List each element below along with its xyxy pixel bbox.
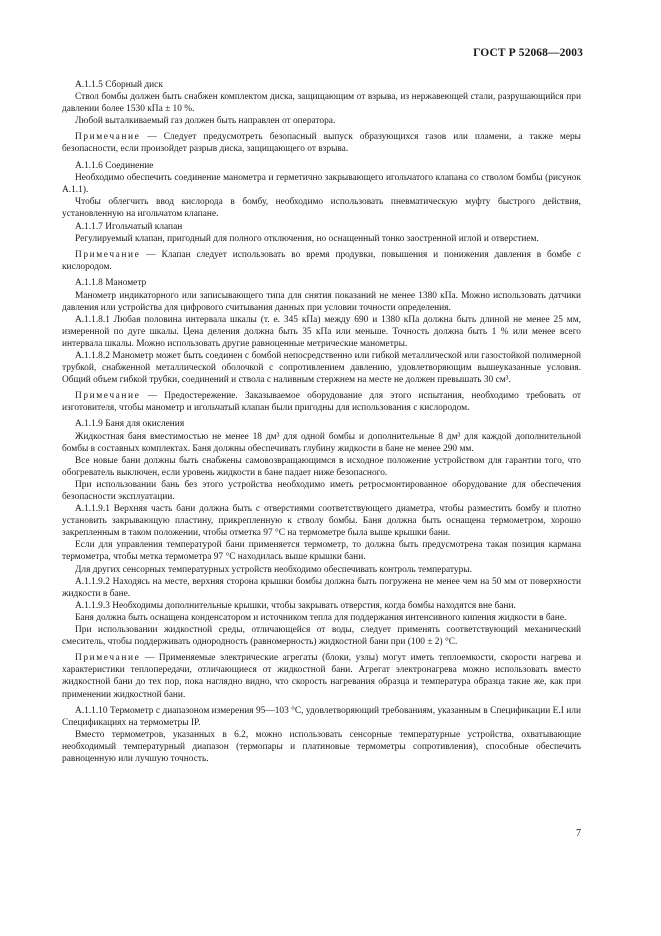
document-id-header: ГОСТ Р 52068—2003 xyxy=(473,47,583,59)
note-label: Примечание xyxy=(75,132,141,143)
body-paragraph: Если для управления температурой бани применяется термометр, то должна быть предусмотрена такая позиция кармана термометра, чтобы метка термометра 97 °С находилась выше крышки бани. xyxy=(62,540,581,563)
body-paragraph: Регулируемый клапан, пригодный для полного отключения, но оснащенный тонко заостренной иглой и отверстием. xyxy=(75,234,539,245)
section-heading: А.1.1.6 Соединение xyxy=(75,160,154,171)
body-paragraph: А.1.1.8.1 Любая половина интервала шкалы (т. е. 345 кПа) между 690 и 1380 кПа должна быть длиной не менее 25 мм, измеренной по дуге шкалы. Цена деления должна быть 35 кПа или меньше. Точность должна быть 1 % или менее всего интервала шкалы. Можно использовать другие равноценные метрические манометры. xyxy=(62,314,581,349)
page-content xyxy=(62,78,581,765)
body-paragraph: А.1.1.9.3 Необходимы дополнительные крышки, чтобы закрывать отверстия, когда бомбы находятся вне бани. xyxy=(75,600,516,611)
section-heading: А.1.1.7 Игольчатый клапан xyxy=(75,222,183,233)
note-paragraph xyxy=(62,652,581,700)
body-paragraph: А.1.1.9.2 Находясь на месте, верхняя сторона крышки бомбы должна быть погружена не менее чем на 50 мм от поверхности жидкости в бане. xyxy=(62,576,581,599)
note-paragraph xyxy=(62,390,581,414)
note-text: — Применяемые электрические агрегаты (блоки, узлы) могут иметь теплоемкости, скорости нагрева и характеристики теплопередачи, отличающиеся от жидкостной бани. Агрегат электронагрева можно использовать вместо жидкостной бани до тех пор, пока наглядно видно, что скорость нагревания образца и температура образца такие же, как при применении жидкостной бани. xyxy=(62,653,581,700)
body-paragraph: При использовании жидкостной среды, отличающейся от воды, следует применять соответствующий механический смеситель, чтобы поддерживать однородность (равномерность) жидкостной бани при (100 ± 2) °С. xyxy=(62,625,581,648)
section-heading: А.1.1.9 Баня для окисления xyxy=(75,419,185,430)
body-paragraph: А.1.1.8.2 Манометр может быть соединен с бомбой непосредственно или гибкой металлической или газостойкой полимерной трубкой, снабженной металлической оболочкой с сопротивлением давлению, удовлетворяющим вышеуказанные условия. Общий объем гибкой трубки, соединений и ствола с наливным стержнем на месте не должен превышать 30 см³. xyxy=(62,350,581,386)
body-paragraph: А.1.1.9.1 Верхняя часть бани должна быть с отверстиями соответствующего диаметра, чтобы разместить бомбу и плотно установить закрывающую пластину, прикрепленную к стволу бомбы. Баня должна быть оснащена термометром, хорошо закрепленным в таком положении, чтобы отметка 97 °С на термометре была выше крышки бани. xyxy=(62,504,581,539)
body-paragraph: Необходимо обеспечить соединение манометра и герметично закрывающего игольчатого клапана со стволом бомбы (рисунок А.1.1). xyxy=(62,172,581,195)
body-paragraph: При использовании бань без этого устройства необходимо иметь ретросмонтированное оборудование для обеспечения безопасности эксплуатации. xyxy=(62,479,581,502)
note-label: Примечание xyxy=(75,653,141,664)
body-paragraph: Для других сенсорных температурных устройств необходимо обеспечивать контроль температуры. xyxy=(75,564,472,575)
body-paragraph: Жидкостная баня вместимостью не менее 18 дм³ для одной бомбы и дополнительные 8 дм³ для каждой дополнительной бомбы в составных комплектах. Баня должны обеспечивать глубину жидкости в бане не менее 290 мм. xyxy=(62,431,581,454)
note-paragraph xyxy=(62,249,581,273)
note-text: — Клапан следует использовать во время продувки, повышения и понижения давления в бомбе с кислородом. xyxy=(62,250,581,273)
body-paragraph: А.1.1.10 Термометр с диапазоном измерения 95—103 °С, удовлетворяющий требованиям, указанным в Спецификации Е.I или Спецификациях на термометры IP. xyxy=(62,705,581,728)
section-heading: А.1.1.8 Манометр xyxy=(75,278,147,289)
note-paragraph xyxy=(62,131,581,155)
body-paragraph: Чтобы облегчить ввод кислорода в бомбу, необходимо использовать пневматическую муфту быстрого действия, установленную на игольчатом клапане. xyxy=(62,196,581,219)
note-text: — Предостережение. Заказываемое оборудование для этого испытания, необходимо требовать от изготовителя, чтобы манометр и игольчатый клапан были пригодны для использования с кислородом. xyxy=(62,391,581,414)
body-paragraph: Все новые бани должны быть снабжены самовозвращающимся в исходное положение устройством для гарантии того, что обогреватель выключен, если уровень жидкости в бане падает ниже безопасного. xyxy=(62,455,581,478)
body-paragraph: Баня должна быть оснащена конденсатором и источником тепла для поддержания интенсивного кипения жидкости в бане. xyxy=(75,612,567,623)
page-number: 7 xyxy=(576,828,581,839)
note-label: Примечание xyxy=(75,391,141,402)
body-paragraph: Ствол бомбы должен быть снабжен комплектом диска, защищающим от взрыва, из нержавеющей стали, разрушающийся при давлении более 1530 кПа ± 10 %. xyxy=(62,92,581,115)
body-paragraph: Манометр индикаторного или записывающего типа для снятия показаний не менее 1380 кПа. Можно использовать датчики давления или устройства для цифрового считывания данных при условии точности определения. xyxy=(62,290,581,313)
section-heading: А.1.1.5 Сборный диск xyxy=(75,80,163,90)
note-label: Примечание xyxy=(75,250,141,261)
body-paragraph: Любой выталкиваемый газ должен быть направлен от оператора. xyxy=(75,116,336,127)
body-paragraph: Вместо термометров, указанных в 6.2, можно использовать сенсорные температурные устройства, охватывающие необходимый температурный диапазон (термопары и платиновые термометры сопротивления), способные обеспечить равноценную или лучшую точность. xyxy=(62,729,581,764)
note-text: — Следует предусмотреть безопасный выпуск образующихся газов или пламени, а также меры безопасности, если произойдет разрыв диска, защищающего от взрыва. xyxy=(62,132,581,155)
